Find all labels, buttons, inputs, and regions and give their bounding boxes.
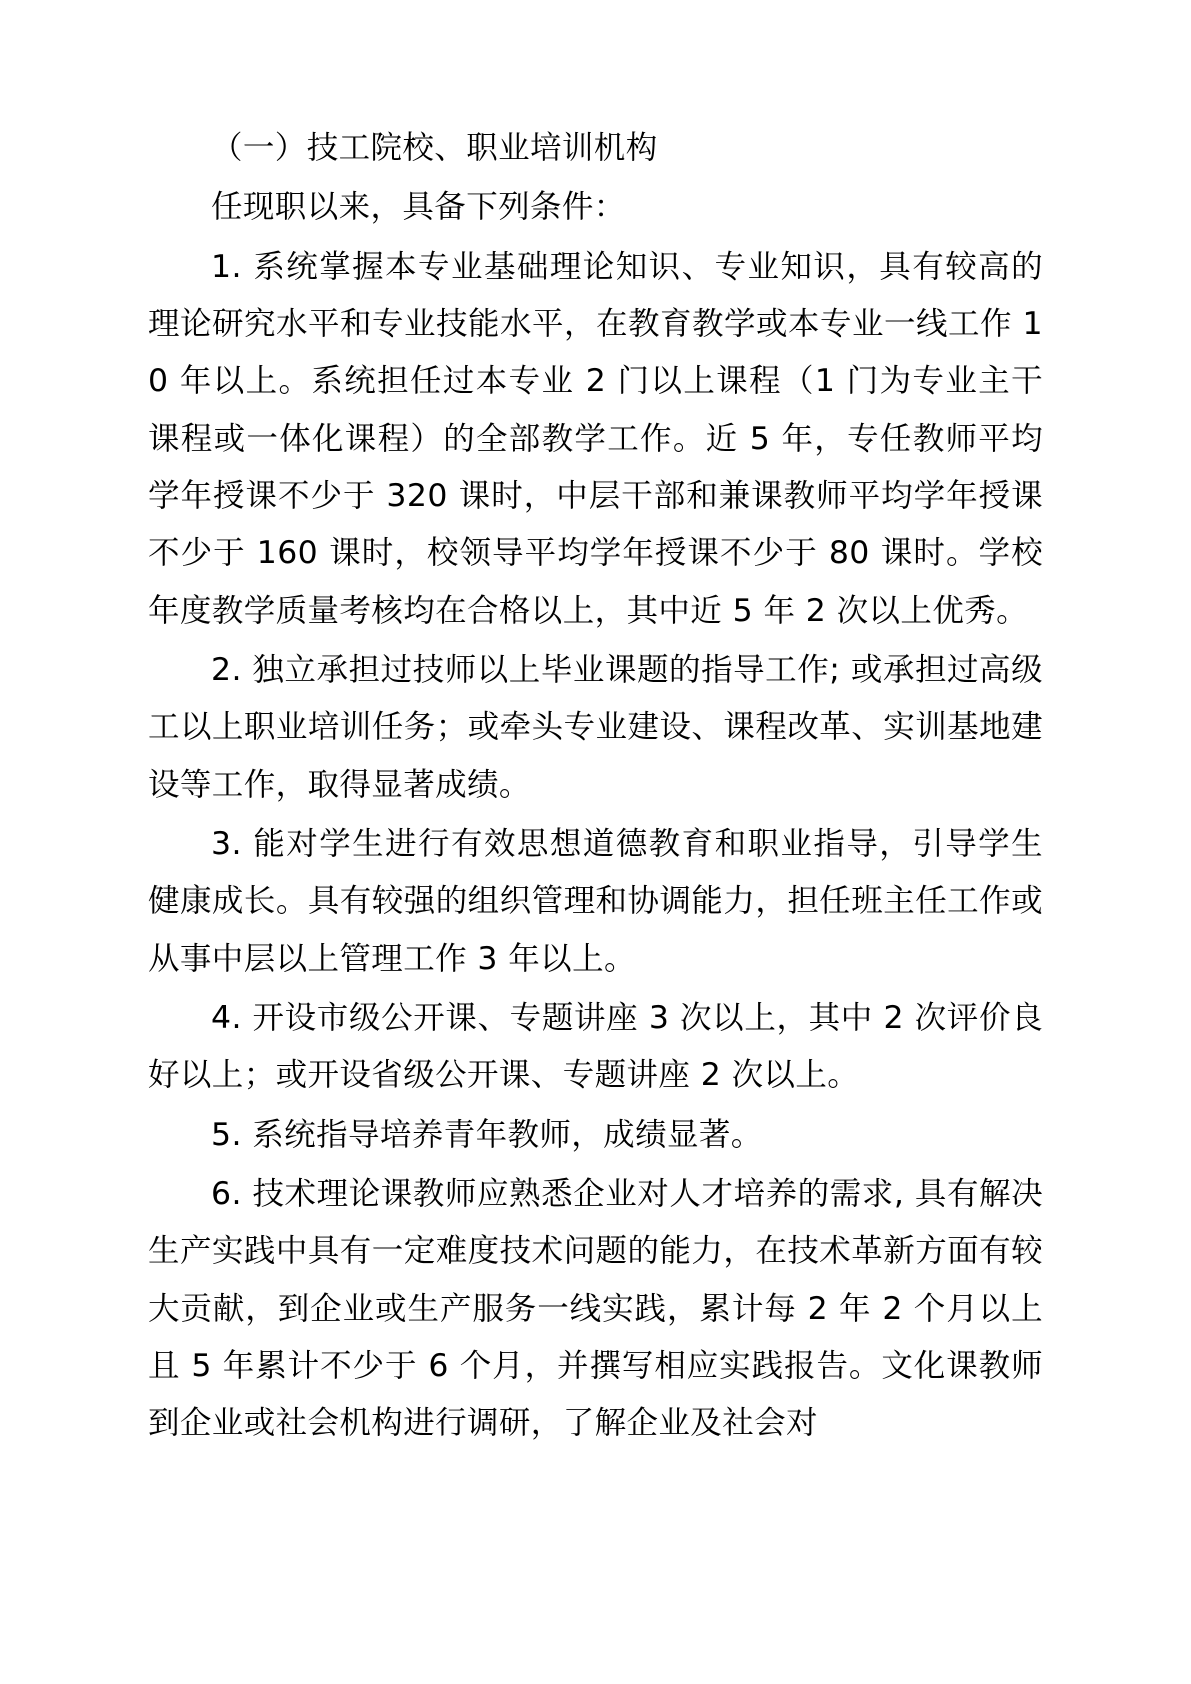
list-item-1: 1. 系统掌握本专业基础理论知识、专业知识，具有较高的理论研究水平和专业技能水平，在教育教学或本专业一线工作 10 年以上。系统担任过本专业 2 门以上课程（1 门为专业主干课程或一体化课程）的全部教学工作。近 5 年，专任教师平均学年授课不少于 320 课时，中层干部和兼课教师平均学年授课不少于 160 课时，校领导平均学年授课不少于 80 课时。学校年度教学质量考核均在合格以上，其中近 5 年 2 次以上优秀。 [148,248,1043,629]
list-item-6: 6. 技术理论课教师应熟悉企业对人才培养的需求, 具有解决生产实践中具有一定难度技术问题的能力，在技术革新方面有较大贡献，到企业或生产服务一线实践，累计每 2 年 2 个月以上且 5 年累计不少于 6 个月，并撰写相应实践报告。文化课教师到企业或社会机构进行调研，了解企业及社会对 [148,1175,1043,1442]
list-item-5: 5. 系统指导培养青年教师，成绩显著。 [211,1116,763,1153]
intro-paragraph: 任现职以来，具备下列条件： [211,189,626,226]
section-heading: （一）技工院校、职业培训机构 [211,130,658,166]
list-item-4: 4. 开设市级公开课、专题讲座 3 次以上，其中 2 次评价良好以上；或开设省级公开课、专题讲座 2 次以上。 [148,999,1043,1094]
document-body [148,120,1043,1453]
list-item-3: 3. 能对学生进行有效思想道德教育和职业指导，引导学生健康成长。具有较强的组织管理和协调能力，担任班主任工作或从事中层以上管理工作 3 年以上。 [148,825,1043,977]
list-item-2: 2. 独立承担过技师以上毕业课题的指导工作; 或承担过高级工以上职业培训任务；或牵头专业建设、课程改革、实训基地建设等工作，取得显著成绩。 [148,651,1043,803]
